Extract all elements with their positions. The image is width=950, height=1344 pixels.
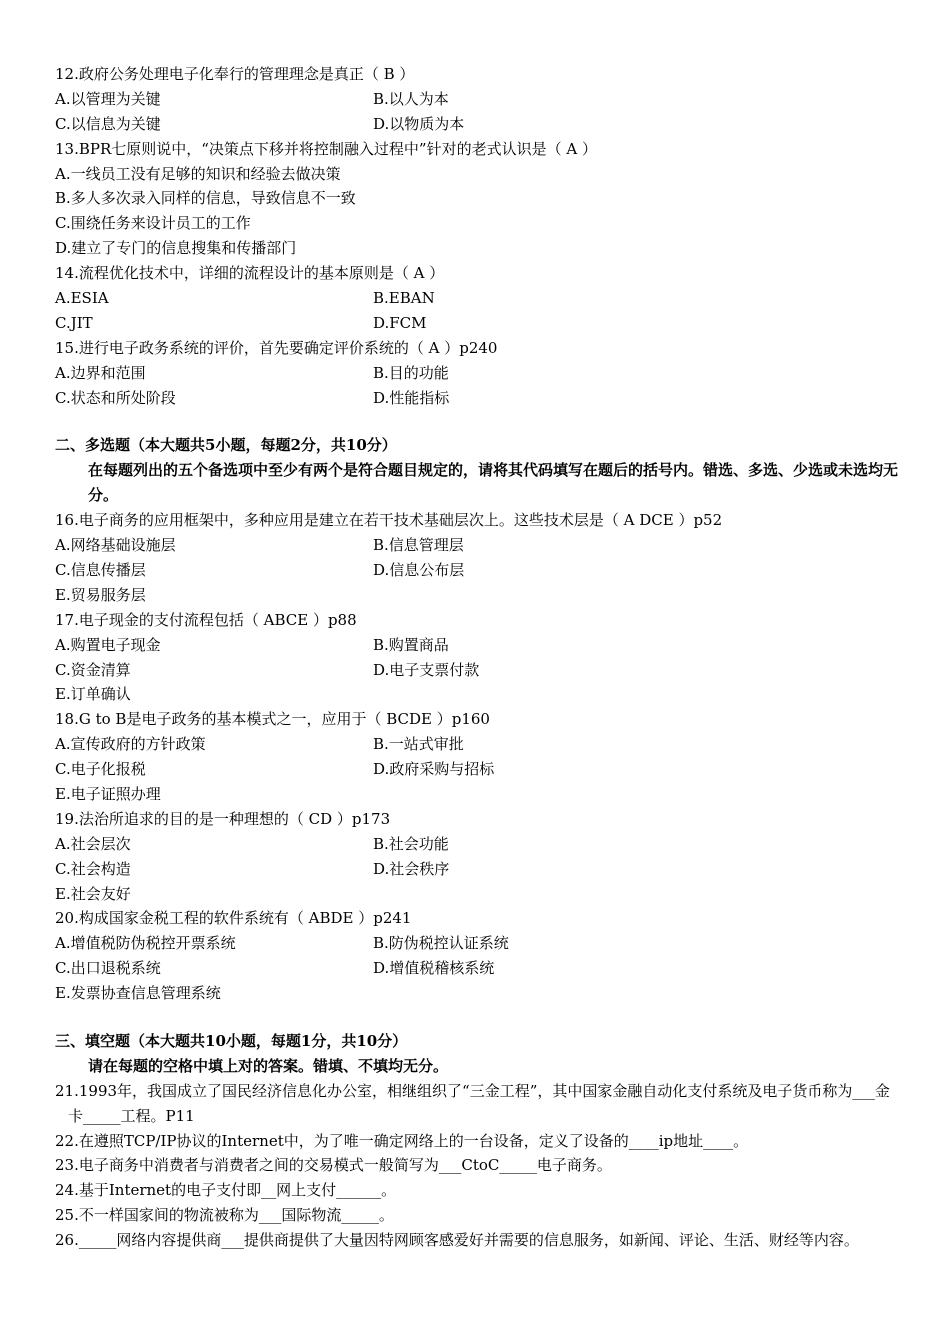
option-d: D.社会秩序 [373, 859, 450, 878]
question-22: 22.在遵照TCP/IP协议的Internet中，为了唯一确定网络上的一台设备，定义了设备的____ip地址____。 [55, 1131, 749, 1150]
option-c: C.出口退税系统 [55, 959, 161, 978]
option-e: E.订单确认 [55, 685, 131, 704]
option-b: B.购置商品 [373, 635, 449, 654]
options-row [55, 386, 900, 411]
option-a: A.ESIA [55, 289, 109, 308]
option-c: C.社会构造 [55, 859, 131, 878]
option-b: B.多人多次录入同样的信息，导致信息不一致 [55, 189, 356, 208]
option-a: A.宣传政府的方针政策 [55, 735, 206, 754]
option-a: A.边界和范围 [55, 363, 146, 382]
question-21: 21.1993年，我国成立了国民经济信息化办公室，相继组织了“三金工程”，其中国家金融自动化支付系统及电子货币称为___金卡_____工程。P11 [55, 1081, 890, 1125]
option-e: E.社会友好 [55, 884, 131, 903]
option-b: B.信息管理层 [373, 536, 464, 555]
option-c: C.JIT [55, 313, 93, 332]
options-row [55, 757, 900, 782]
option-a: A.以管理为关键 [55, 89, 161, 108]
option-c: C.信息传播层 [55, 560, 146, 579]
options-row [55, 112, 900, 137]
option-a: A.网络基础设施层 [55, 536, 176, 555]
option-c: C.围绕任务来设计员工的工作 [55, 214, 251, 233]
question-12: 12.政府公务处理电子化奉行的管理理念是真正（ B ） [55, 65, 415, 83]
option-b: B.社会功能 [373, 834, 449, 853]
option-d: D.政府采购与招标 [373, 760, 495, 779]
option-a: A.购置电子现金 [55, 635, 161, 654]
option-a: A.社会层次 [55, 834, 131, 853]
option-e: E.电子证照办理 [55, 784, 161, 803]
question-26: 26._____网络内容提供商___提供商提供了大量因特网顾客感爱好并需要的信息服务，如新闻、评论、生活、财经等内容。 [55, 1231, 859, 1250]
options-row [55, 658, 900, 683]
option-e: E.发票协查信息管理系统 [55, 984, 221, 1003]
option-d: D.性能指标 [373, 388, 450, 407]
options-row [55, 633, 900, 658]
option-d: D.建立了专门的信息搜集和传播部门 [55, 239, 297, 258]
question-19: 19.法治所追求的目的是一种理想的（ CD ）p173 [55, 809, 391, 828]
options-row [55, 311, 900, 336]
option-b: B.EBAN [373, 289, 435, 308]
question-15: 15.进行电子政务系统的评价，首先要确定评价系统的（ A ）p240 [55, 338, 498, 357]
options-row [55, 361, 900, 386]
options-row [55, 857, 900, 882]
section-instruction: 请在每题的空格中填上对的答案。错填、不填均无分。 [88, 1056, 449, 1075]
options-row [55, 956, 900, 981]
option-b: B.防伪税控认证系统 [373, 934, 509, 953]
question-23: 23.电子商务中消费者与消费者之间的交易模式一般简写为___CtoC_____电子商务。 [55, 1156, 612, 1175]
option-b: B.一站式审批 [373, 735, 464, 754]
option-d: D.FCM [373, 313, 427, 332]
option-b: B.目的功能 [373, 363, 449, 382]
question-17: 17.电子现金的支付流程包括（ ABCE ）p88 [55, 610, 357, 629]
section-heading-fill-in-blank: 三、填空题（本大题共10小题，每题1分，共10分） [55, 1031, 408, 1050]
question-18: 18.G to B是电子政务的基本模式之一，应用于（ BCDE ）p160 [55, 710, 490, 729]
options-row [55, 286, 900, 311]
option-c: C.资金清算 [55, 660, 131, 679]
options-row [55, 732, 900, 757]
question-14: 14.流程优化技术中，详细的流程设计的基本原则是（ A ） [55, 264, 445, 283]
option-c: C.以信息为关键 [55, 114, 161, 133]
options-row [55, 533, 900, 558]
question-13: 13.BPR七原则说中，“决策点下移并将控制融入过程中”针对的老式认识是（ A ） [55, 139, 597, 158]
section-spacer [55, 1006, 900, 1029]
option-a: A.增值税防伪税控开票系统 [55, 934, 236, 953]
option-c: C.电子化报税 [55, 760, 146, 779]
options-row [55, 87, 900, 112]
option-a: A.一线员工没有足够的知识和经验去做决策 [55, 164, 341, 183]
option-e: E.贸易服务层 [55, 585, 146, 604]
option-d: D.信息公布层 [373, 560, 465, 579]
option-d: D.电子支票付款 [373, 660, 480, 679]
exam-page [55, 62, 900, 1253]
option-c: C.状态和所处阶段 [55, 388, 176, 407]
section-instruction: 在每题列出的五个备选项中至少有两个是符合题目规定的，请将其代码填写在题后的括号内。错选、多选、少选或未选均无分。 [88, 461, 899, 505]
question-20: 20.构成国家金税工程的软件系统有（ ABDE ）p241 [55, 909, 412, 928]
question-25: 25.不一样国家间的物流被称为___国际物流_____。 [55, 1206, 394, 1225]
options-row [55, 931, 900, 956]
options-row [55, 558, 900, 583]
question-24: 24.基于Internet的电子支付即__网上支付______。 [55, 1181, 397, 1200]
question-16: 16.电子商务的应用框架中，多种应用是建立在若干技术基础层次上。这些技术层是（ A DCE ）p52 [55, 511, 723, 530]
option-d: D.以物质为本 [373, 114, 465, 133]
option-b: B.以人为本 [373, 89, 449, 108]
section-heading-multiple-choice: 二、多选题（本大题共5小题，每题2分，共10分） [55, 436, 397, 455]
option-d: D.增值税稽核系统 [373, 959, 495, 978]
options-row [55, 832, 900, 857]
section-spacer [55, 410, 900, 433]
